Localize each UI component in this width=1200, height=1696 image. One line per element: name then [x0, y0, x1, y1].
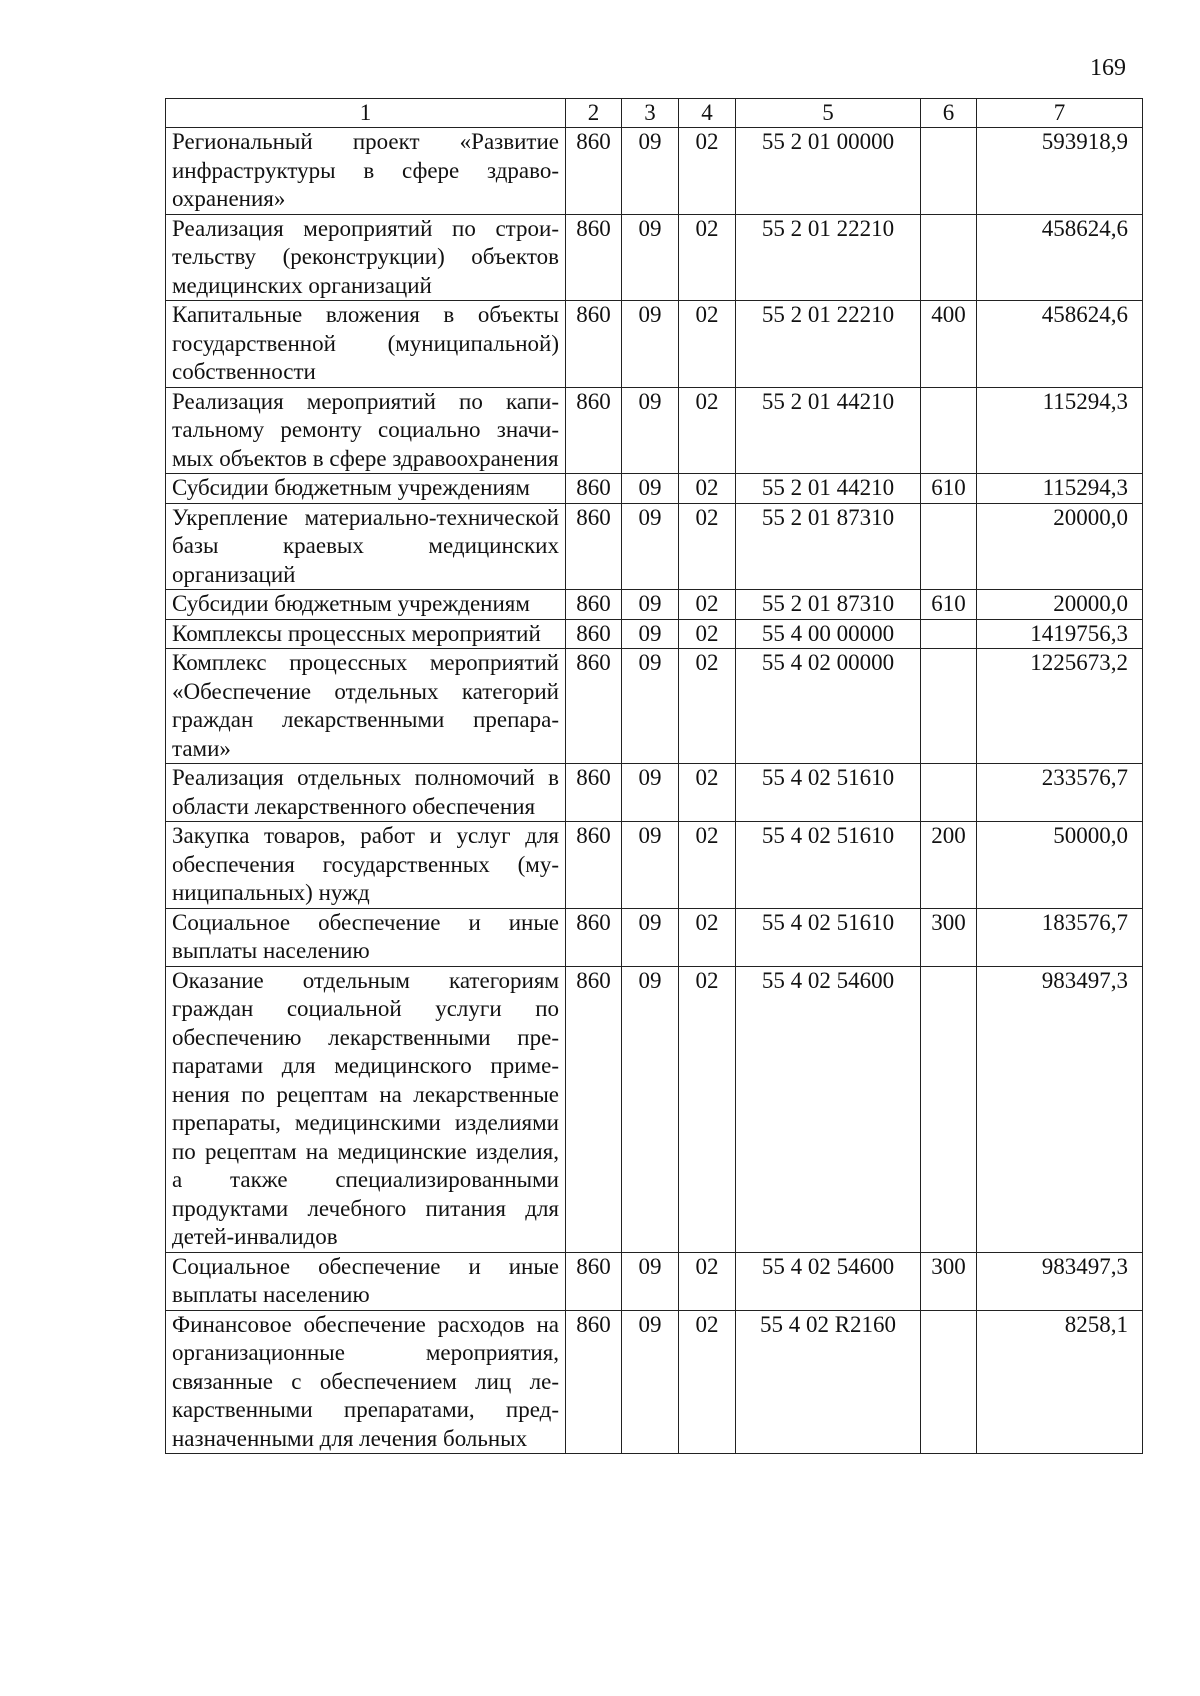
- row-name: Региональный проект «Развитие инфраструктуры в сфере здравоохранения»: [166, 128, 566, 215]
- cell-subsection: 02: [679, 764, 736, 822]
- cell-grbs: 860: [566, 908, 622, 966]
- table-row: [166, 128, 1143, 215]
- cell-section: 09: [622, 128, 679, 215]
- cell-subsection: 02: [679, 1310, 736, 1454]
- cell-target-article: 55 2 01 22210: [736, 301, 921, 388]
- cell-target-article: 55 4 02 51610: [736, 908, 921, 966]
- row-name: Оказание отдельным категориям граждан социальной услуги по обеспечению лекарственными препаратами для медицинского применения по рецептам на лекарственные препараты, медицинскими изделиями по рецептам на медицинские изделия, а также специализированными продуктами лечебного питания для детей-инвалидов: [166, 966, 566, 1252]
- cell-expense-type: 200: [921, 822, 977, 909]
- cell-expense-type: [921, 128, 977, 215]
- cell-section: 09: [622, 503, 679, 590]
- cell-subsection: 02: [679, 301, 736, 388]
- column-header: 6: [921, 99, 977, 128]
- cell-section: 09: [622, 619, 679, 649]
- cell-grbs: 860: [566, 649, 622, 764]
- row-name: Субсидии бюджетным учреждениям: [166, 590, 566, 620]
- cell-subsection: 02: [679, 1252, 736, 1310]
- row-name: Комплексы процессных мероприятий: [166, 619, 566, 649]
- cell-target-article: 55 2 01 22210: [736, 214, 921, 301]
- cell-target-article: 55 4 02 R2160: [736, 1310, 921, 1454]
- table-row: [166, 619, 1143, 649]
- cell-amount: 1419756,3: [977, 619, 1143, 649]
- column-header: 1: [166, 99, 566, 128]
- header-row: [166, 99, 1143, 128]
- cell-section: 09: [622, 966, 679, 1252]
- cell-section: 09: [622, 649, 679, 764]
- table-row: [166, 387, 1143, 474]
- cell-expense-type: 610: [921, 590, 977, 620]
- cell-subsection: 02: [679, 590, 736, 620]
- cell-amount: 458624,6: [977, 301, 1143, 388]
- cell-target-article: 55 2 01 44210: [736, 474, 921, 504]
- cell-amount: 20000,0: [977, 590, 1143, 620]
- column-header: 4: [679, 99, 736, 128]
- row-name: Укрепление материально-технической базы краевых медицинских организаций: [166, 503, 566, 590]
- row-name: Капитальные вложения в объекты государственной (муниципальной) собственности: [166, 301, 566, 388]
- cell-grbs: 860: [566, 214, 622, 301]
- column-header: 2: [566, 99, 622, 128]
- cell-subsection: 02: [679, 966, 736, 1252]
- cell-section: 09: [622, 908, 679, 966]
- cell-subsection: 02: [679, 387, 736, 474]
- cell-grbs: 860: [566, 590, 622, 620]
- cell-grbs: 860: [566, 503, 622, 590]
- table-row: [166, 908, 1143, 966]
- column-header: 7: [977, 99, 1143, 128]
- cell-subsection: 02: [679, 503, 736, 590]
- cell-section: 09: [622, 822, 679, 909]
- cell-target-article: 55 4 02 54600: [736, 1252, 921, 1310]
- cell-expense-type: [921, 649, 977, 764]
- cell-grbs: 860: [566, 474, 622, 504]
- cell-target-article: 55 2 01 00000: [736, 128, 921, 215]
- cell-section: 09: [622, 590, 679, 620]
- row-name: Субсидии бюджетным учреждениям: [166, 474, 566, 504]
- cell-subsection: 02: [679, 908, 736, 966]
- cell-expense-type: [921, 1310, 977, 1454]
- table-row: [166, 1252, 1143, 1310]
- cell-target-article: 55 4 02 54600: [736, 966, 921, 1252]
- cell-amount: 183576,7: [977, 908, 1143, 966]
- cell-target-article: 55 4 00 00000: [736, 619, 921, 649]
- cell-subsection: 02: [679, 474, 736, 504]
- cell-grbs: 860: [566, 301, 622, 388]
- cell-amount: 458624,6: [977, 214, 1143, 301]
- cell-expense-type: 300: [921, 1252, 977, 1310]
- row-name: Реализация отдельных полномочий в области лекарственного обеспечения: [166, 764, 566, 822]
- table-row: [166, 474, 1143, 504]
- cell-section: 09: [622, 764, 679, 822]
- row-name: Реализация мероприятий по строительству (реконструкции) объектов медицинских организаций: [166, 214, 566, 301]
- cell-grbs: 860: [566, 822, 622, 909]
- column-header: 5: [736, 99, 921, 128]
- cell-expense-type: [921, 966, 977, 1252]
- table-row: [166, 966, 1143, 1252]
- cell-expense-type: [921, 503, 977, 590]
- cell-target-article: 55 4 02 00000: [736, 649, 921, 764]
- table-row: [166, 764, 1143, 822]
- cell-subsection: 02: [679, 128, 736, 215]
- cell-amount: 20000,0: [977, 503, 1143, 590]
- cell-grbs: 860: [566, 1252, 622, 1310]
- cell-amount: 115294,3: [977, 387, 1143, 474]
- table-row: [166, 590, 1143, 620]
- cell-grbs: 860: [566, 1310, 622, 1454]
- cell-amount: 8258,1: [977, 1310, 1143, 1454]
- cell-amount: 593918,9: [977, 128, 1143, 215]
- row-name: Закупка товаров, работ и услуг для обеспечения государственных (муниципальных) нужд: [166, 822, 566, 909]
- cell-target-article: 55 2 01 44210: [736, 387, 921, 474]
- cell-section: 09: [622, 474, 679, 504]
- row-name: Реализация мероприятий по капитальному ремонту социально значимых объектов в сфере здравоохранения: [166, 387, 566, 474]
- cell-expense-type: [921, 214, 977, 301]
- row-name: Социальное обеспечение и иные выплаты населению: [166, 908, 566, 966]
- cell-subsection: 02: [679, 619, 736, 649]
- cell-grbs: 860: [566, 619, 622, 649]
- cell-section: 09: [622, 1252, 679, 1310]
- cell-target-article: 55 2 01 87310: [736, 503, 921, 590]
- cell-expense-type: 400: [921, 301, 977, 388]
- budget-table: [165, 98, 1143, 1454]
- cell-target-article: 55 4 02 51610: [736, 822, 921, 909]
- cell-subsection: 02: [679, 822, 736, 909]
- table-row: [166, 214, 1143, 301]
- table-row: [166, 503, 1143, 590]
- table-row: [166, 822, 1143, 909]
- cell-grbs: 860: [566, 764, 622, 822]
- row-name: Социальное обеспечение и иные выплаты населению: [166, 1252, 566, 1310]
- cell-subsection: 02: [679, 649, 736, 764]
- cell-section: 09: [622, 387, 679, 474]
- cell-grbs: 860: [566, 966, 622, 1252]
- cell-section: 09: [622, 301, 679, 388]
- cell-expense-type: 300: [921, 908, 977, 966]
- cell-target-article: 55 2 01 87310: [736, 590, 921, 620]
- cell-amount: 983497,3: [977, 966, 1143, 1252]
- table-row: [166, 649, 1143, 764]
- row-name: Комплекс процессных мероприятий «Обеспечение отдельных категорий граждан лекарственными препаратами»: [166, 649, 566, 764]
- cell-section: 09: [622, 1310, 679, 1454]
- cell-expense-type: [921, 764, 977, 822]
- cell-grbs: 860: [566, 128, 622, 215]
- table-row: [166, 1310, 1143, 1454]
- cell-amount: 50000,0: [977, 822, 1143, 909]
- cell-amount: 1225673,2: [977, 649, 1143, 764]
- cell-amount: 115294,3: [977, 474, 1143, 504]
- cell-expense-type: [921, 619, 977, 649]
- cell-amount: 983497,3: [977, 1252, 1143, 1310]
- cell-expense-type: [921, 387, 977, 474]
- cell-section: 09: [622, 214, 679, 301]
- cell-subsection: 02: [679, 214, 736, 301]
- cell-grbs: 860: [566, 387, 622, 474]
- cell-expense-type: 610: [921, 474, 977, 504]
- row-name: Финансовое обеспечение расходов на организационные мероприятия, связанные с обеспечением лиц лекарственными препаратами, предназначенными для лечения больных: [166, 1310, 566, 1454]
- table-row: [166, 301, 1143, 388]
- cell-target-article: 55 4 02 51610: [736, 764, 921, 822]
- column-header: 3: [622, 99, 679, 128]
- page-number: 169: [1090, 55, 1126, 81]
- cell-amount: 233576,7: [977, 764, 1143, 822]
